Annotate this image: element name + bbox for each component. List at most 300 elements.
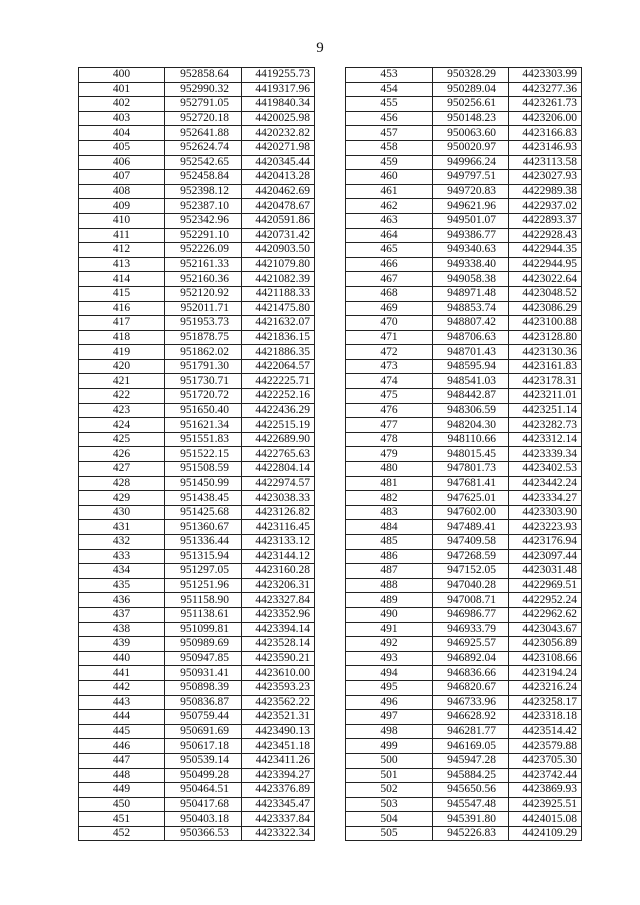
y-coordinate-cell: 4422064.57 <box>242 359 315 374</box>
point-number-cell: 468 <box>346 286 433 301</box>
point-number-cell: 492 <box>346 637 433 652</box>
table-row <box>79 199 315 214</box>
x-coordinate-cell: 952990.32 <box>165 82 242 97</box>
y-coordinate-cell: 4422689.90 <box>242 432 315 447</box>
y-coordinate-cell: 4422225.71 <box>242 374 315 389</box>
x-coordinate-cell: 951438.45 <box>165 491 242 506</box>
table-row <box>346 228 582 243</box>
y-coordinate-cell: 4423086.29 <box>509 301 582 316</box>
point-number-cell: 474 <box>346 374 433 389</box>
y-coordinate-cell: 4423166.83 <box>509 126 582 141</box>
y-coordinate-cell: 4423027.93 <box>509 170 582 185</box>
point-number-cell: 456 <box>346 111 433 126</box>
y-coordinate-cell: 4424109.29 <box>509 826 582 841</box>
point-number-cell: 464 <box>346 228 433 243</box>
y-coordinate-cell: 4423108.66 <box>509 651 582 666</box>
table-row <box>346 97 582 112</box>
table-row <box>346 622 582 637</box>
y-coordinate-cell: 4420232.82 <box>242 126 315 141</box>
x-coordinate-cell: 948971.48 <box>433 286 509 301</box>
x-coordinate-cell: 950328.29 <box>433 68 509 83</box>
y-coordinate-cell: 4423303.90 <box>509 505 582 520</box>
point-number-cell: 446 <box>79 739 165 754</box>
x-coordinate-cell: 950289.04 <box>433 82 509 97</box>
y-coordinate-cell: 4423100.88 <box>509 316 582 331</box>
table-row <box>79 301 315 316</box>
y-coordinate-cell: 4420345.44 <box>242 155 315 170</box>
y-coordinate-cell: 4423116.45 <box>242 520 315 535</box>
table-row <box>346 301 582 316</box>
x-coordinate-cell: 945391.80 <box>433 812 509 827</box>
table-row <box>79 739 315 754</box>
x-coordinate-cell: 951650.40 <box>165 403 242 418</box>
table-row <box>79 535 315 550</box>
coordinates-table-left <box>78 67 315 841</box>
table-row <box>79 359 315 374</box>
y-coordinate-cell: 4423490.13 <box>242 724 315 739</box>
y-coordinate-cell: 4423223.93 <box>509 520 582 535</box>
y-coordinate-cell: 4423610.00 <box>242 666 315 681</box>
y-coordinate-cell: 4422969.51 <box>509 578 582 593</box>
x-coordinate-cell: 952542.65 <box>165 155 242 170</box>
x-coordinate-cell: 948706.63 <box>433 330 509 345</box>
table-row <box>79 316 315 331</box>
y-coordinate-cell: 4420462.69 <box>242 184 315 199</box>
x-coordinate-cell: 951862.02 <box>165 345 242 360</box>
y-coordinate-cell: 4423327.84 <box>242 593 315 608</box>
x-coordinate-cell: 948701.43 <box>433 345 509 360</box>
x-coordinate-cell: 946925.57 <box>433 637 509 652</box>
y-coordinate-cell: 4420025.98 <box>242 111 315 126</box>
table-row <box>346 462 582 477</box>
x-coordinate-cell: 950403.18 <box>165 812 242 827</box>
x-coordinate-cell: 950020.97 <box>433 140 509 155</box>
table-row <box>346 374 582 389</box>
table-row <box>79 520 315 535</box>
x-coordinate-cell: 948015.45 <box>433 447 509 462</box>
y-coordinate-cell: 4422515.19 <box>242 418 315 433</box>
table-row <box>346 651 582 666</box>
table-row <box>79 213 315 228</box>
table-row <box>346 111 582 126</box>
y-coordinate-cell: 4423146.93 <box>509 140 582 155</box>
x-coordinate-cell: 949386.77 <box>433 228 509 243</box>
x-coordinate-cell: 948442.87 <box>433 389 509 404</box>
y-coordinate-cell: 4423113.58 <box>509 155 582 170</box>
x-coordinate-cell: 950836.87 <box>165 695 242 710</box>
y-coordinate-cell: 4423043.67 <box>509 622 582 637</box>
x-coordinate-cell: 949621.96 <box>433 199 509 214</box>
y-coordinate-cell: 4423130.36 <box>509 345 582 360</box>
y-coordinate-cell: 4423251.14 <box>509 403 582 418</box>
table-row <box>346 330 582 345</box>
y-coordinate-cell: 4423579.88 <box>509 739 582 754</box>
point-number-cell: 401 <box>79 82 165 97</box>
x-coordinate-cell: 951621.34 <box>165 418 242 433</box>
point-number-cell: 416 <box>79 301 165 316</box>
table-row <box>79 111 315 126</box>
x-coordinate-cell: 949058.38 <box>433 272 509 287</box>
y-coordinate-cell: 4422765.63 <box>242 447 315 462</box>
y-coordinate-cell: 4423031.48 <box>509 564 582 579</box>
x-coordinate-cell: 951425.68 <box>165 505 242 520</box>
x-coordinate-cell: 949797.51 <box>433 170 509 185</box>
y-coordinate-cell: 4422928.43 <box>509 228 582 243</box>
x-coordinate-cell: 951508.59 <box>165 462 242 477</box>
point-number-cell: 483 <box>346 505 433 520</box>
x-coordinate-cell: 950759.44 <box>165 710 242 725</box>
y-coordinate-cell: 4424015.08 <box>509 812 582 827</box>
x-coordinate-cell: 951953.73 <box>165 316 242 331</box>
point-number-cell: 445 <box>79 724 165 739</box>
table-row <box>346 257 582 272</box>
table-row <box>346 505 582 520</box>
point-number-cell: 431 <box>79 520 165 535</box>
table-row <box>346 447 582 462</box>
table-row <box>346 82 582 97</box>
point-number-cell: 463 <box>346 213 433 228</box>
point-number-cell: 494 <box>346 666 433 681</box>
table-row <box>346 418 582 433</box>
point-number-cell: 419 <box>79 345 165 360</box>
y-coordinate-cell: 4423339.34 <box>509 447 582 462</box>
x-coordinate-cell: 952720.18 <box>165 111 242 126</box>
point-number-cell: 482 <box>346 491 433 506</box>
y-coordinate-cell: 4423038.33 <box>242 491 315 506</box>
y-coordinate-cell: 4423514.42 <box>509 724 582 739</box>
y-coordinate-cell: 4419255.73 <box>242 68 315 83</box>
y-coordinate-cell: 4423211.01 <box>509 389 582 404</box>
y-coordinate-cell: 4422974.57 <box>242 476 315 491</box>
y-coordinate-cell: 4423261.73 <box>509 97 582 112</box>
y-coordinate-cell: 4423402.53 <box>509 462 582 477</box>
y-coordinate-cell: 4422944.95 <box>509 257 582 272</box>
table-row <box>79 257 315 272</box>
table-row <box>346 826 582 841</box>
point-number-cell: 417 <box>79 316 165 331</box>
table-row <box>346 170 582 185</box>
y-coordinate-cell: 4423206.31 <box>242 578 315 593</box>
table-row <box>79 783 315 798</box>
x-coordinate-cell: 950063.60 <box>433 126 509 141</box>
point-number-cell: 469 <box>346 301 433 316</box>
point-number-cell: 412 <box>79 243 165 258</box>
y-coordinate-cell: 4419317.96 <box>242 82 315 97</box>
y-coordinate-cell: 4423394.14 <box>242 622 315 637</box>
y-coordinate-cell: 4421632.07 <box>242 316 315 331</box>
point-number-cell: 439 <box>79 637 165 652</box>
point-number-cell: 473 <box>346 359 433 374</box>
point-number-cell: 460 <box>346 170 433 185</box>
y-coordinate-cell: 4423206.00 <box>509 111 582 126</box>
x-coordinate-cell: 949338.40 <box>433 257 509 272</box>
table-row <box>79 140 315 155</box>
x-coordinate-cell: 946628.92 <box>433 710 509 725</box>
point-number-cell: 440 <box>79 651 165 666</box>
point-number-cell: 477 <box>346 418 433 433</box>
x-coordinate-cell: 947040.28 <box>433 578 509 593</box>
point-number-cell: 476 <box>346 403 433 418</box>
x-coordinate-cell: 949501.07 <box>433 213 509 228</box>
x-coordinate-cell: 946892.04 <box>433 651 509 666</box>
table-row <box>346 243 582 258</box>
table-row <box>346 812 582 827</box>
point-number-cell: 418 <box>79 330 165 345</box>
table-row <box>346 155 582 170</box>
point-number-cell: 505 <box>346 826 433 841</box>
table-row <box>346 140 582 155</box>
x-coordinate-cell: 952387.10 <box>165 199 242 214</box>
point-number-cell: 470 <box>346 316 433 331</box>
point-number-cell: 444 <box>79 710 165 725</box>
table-row <box>346 213 582 228</box>
x-coordinate-cell: 952624.74 <box>165 140 242 155</box>
y-coordinate-cell: 4423562.22 <box>242 695 315 710</box>
table-row <box>79 403 315 418</box>
table-row <box>79 812 315 827</box>
x-coordinate-cell: 950417.68 <box>165 797 242 812</box>
point-number-cell: 408 <box>79 184 165 199</box>
y-coordinate-cell: 4422944.35 <box>509 243 582 258</box>
point-number-cell: 436 <box>79 593 165 608</box>
table-row <box>79 680 315 695</box>
x-coordinate-cell: 946733.96 <box>433 695 509 710</box>
point-number-cell: 489 <box>346 593 433 608</box>
point-number-cell: 503 <box>346 797 433 812</box>
point-number-cell: 471 <box>346 330 433 345</box>
y-coordinate-cell: 4423521.31 <box>242 710 315 725</box>
y-coordinate-cell: 4422989.38 <box>509 184 582 199</box>
table-row <box>79 243 315 258</box>
coordinates-table-right <box>345 67 582 841</box>
table-row <box>79 578 315 593</box>
table-row <box>346 520 582 535</box>
y-coordinate-cell: 4419840.34 <box>242 97 315 112</box>
table-row <box>346 549 582 564</box>
y-coordinate-cell: 4423742.44 <box>509 768 582 783</box>
point-number-cell: 459 <box>346 155 433 170</box>
y-coordinate-cell: 4423144.12 <box>242 549 315 564</box>
x-coordinate-cell: 951315.94 <box>165 549 242 564</box>
y-coordinate-cell: 4423411.26 <box>242 753 315 768</box>
table-row <box>346 403 582 418</box>
y-coordinate-cell: 4420413.28 <box>242 170 315 185</box>
table-row <box>79 593 315 608</box>
point-number-cell: 484 <box>346 520 433 535</box>
y-coordinate-cell: 4423303.99 <box>509 68 582 83</box>
x-coordinate-cell: 945947.28 <box>433 753 509 768</box>
table-row <box>346 345 582 360</box>
y-coordinate-cell: 4422436.29 <box>242 403 315 418</box>
table-row <box>79 768 315 783</box>
table-row <box>79 286 315 301</box>
y-coordinate-cell: 4423376.89 <box>242 783 315 798</box>
point-number-cell: 478 <box>346 432 433 447</box>
y-coordinate-cell: 4423128.80 <box>509 330 582 345</box>
x-coordinate-cell: 952641.88 <box>165 126 242 141</box>
table-row <box>79 170 315 185</box>
y-coordinate-cell: 4421475.80 <box>242 301 315 316</box>
table-row <box>79 330 315 345</box>
point-number-cell: 497 <box>346 710 433 725</box>
y-coordinate-cell: 4423312.14 <box>509 432 582 447</box>
y-coordinate-cell: 4423322.34 <box>242 826 315 841</box>
y-coordinate-cell: 4422952.24 <box>509 593 582 608</box>
point-number-cell: 425 <box>79 432 165 447</box>
x-coordinate-cell: 949966.24 <box>433 155 509 170</box>
x-coordinate-cell: 951791.30 <box>165 359 242 374</box>
x-coordinate-cell: 945650.56 <box>433 783 509 798</box>
x-coordinate-cell: 950617.18 <box>165 739 242 754</box>
x-coordinate-cell: 951551.83 <box>165 432 242 447</box>
y-coordinate-cell: 4421886.35 <box>242 345 315 360</box>
x-coordinate-cell: 946933.79 <box>433 622 509 637</box>
x-coordinate-cell: 952226.09 <box>165 243 242 258</box>
y-coordinate-cell: 4423318.18 <box>509 710 582 725</box>
table-row <box>79 549 315 564</box>
x-coordinate-cell: 948595.94 <box>433 359 509 374</box>
table-row <box>79 651 315 666</box>
y-coordinate-cell: 4423442.24 <box>509 476 582 491</box>
x-coordinate-cell: 945547.48 <box>433 797 509 812</box>
table-row <box>79 418 315 433</box>
point-number-cell: 462 <box>346 199 433 214</box>
point-number-cell: 479 <box>346 447 433 462</box>
point-number-cell: 423 <box>79 403 165 418</box>
y-coordinate-cell: 4423282.73 <box>509 418 582 433</box>
table-row <box>346 491 582 506</box>
point-number-cell: 451 <box>79 812 165 827</box>
point-number-cell: 475 <box>346 389 433 404</box>
y-coordinate-cell: 4423352.96 <box>242 607 315 622</box>
point-number-cell: 496 <box>346 695 433 710</box>
point-number-cell: 422 <box>79 389 165 404</box>
x-coordinate-cell: 947681.41 <box>433 476 509 491</box>
point-number-cell: 453 <box>346 68 433 83</box>
x-coordinate-cell: 947489.41 <box>433 520 509 535</box>
y-coordinate-cell: 4423334.27 <box>509 491 582 506</box>
x-coordinate-cell: 946836.66 <box>433 666 509 681</box>
point-number-cell: 404 <box>79 126 165 141</box>
x-coordinate-cell: 951522.15 <box>165 447 242 462</box>
y-coordinate-cell: 4423869.93 <box>509 783 582 798</box>
y-coordinate-cell: 4420731.42 <box>242 228 315 243</box>
x-coordinate-cell: 947152.05 <box>433 564 509 579</box>
table-row <box>79 345 315 360</box>
y-coordinate-cell: 4422962.62 <box>509 607 582 622</box>
point-number-cell: 415 <box>79 286 165 301</box>
table-row <box>79 447 315 462</box>
table-row <box>346 389 582 404</box>
x-coordinate-cell: 947801.73 <box>433 462 509 477</box>
y-coordinate-cell: 4423022.64 <box>509 272 582 287</box>
x-coordinate-cell: 952120.92 <box>165 286 242 301</box>
point-number-cell: 480 <box>346 462 433 477</box>
y-coordinate-cell: 4423178.31 <box>509 374 582 389</box>
x-coordinate-cell: 948853.74 <box>433 301 509 316</box>
point-number-cell: 435 <box>79 578 165 593</box>
x-coordinate-cell: 950499.28 <box>165 768 242 783</box>
x-coordinate-cell: 952458.84 <box>165 170 242 185</box>
table-row <box>346 432 582 447</box>
point-number-cell: 410 <box>79 213 165 228</box>
point-number-cell: 499 <box>346 739 433 754</box>
x-coordinate-cell: 952011.71 <box>165 301 242 316</box>
table-row <box>346 126 582 141</box>
x-coordinate-cell: 951336.44 <box>165 535 242 550</box>
point-number-cell: 455 <box>346 97 433 112</box>
table-row <box>346 710 582 725</box>
y-coordinate-cell: 4421082.39 <box>242 272 315 287</box>
table-row <box>79 68 315 83</box>
point-number-cell: 413 <box>79 257 165 272</box>
point-number-cell: 467 <box>346 272 433 287</box>
table-row <box>346 564 582 579</box>
point-number-cell: 452 <box>79 826 165 841</box>
point-number-cell: 427 <box>79 462 165 477</box>
x-coordinate-cell: 950691.69 <box>165 724 242 739</box>
point-number-cell: 472 <box>346 345 433 360</box>
point-number-cell: 433 <box>79 549 165 564</box>
point-number-cell: 443 <box>79 695 165 710</box>
point-number-cell: 421 <box>79 374 165 389</box>
x-coordinate-cell: 947409.58 <box>433 535 509 550</box>
table-row <box>79 82 315 97</box>
point-number-cell: 438 <box>79 622 165 637</box>
table-row <box>79 666 315 681</box>
y-coordinate-cell: 4423528.14 <box>242 637 315 652</box>
table-row <box>346 359 582 374</box>
x-coordinate-cell: 947268.59 <box>433 549 509 564</box>
table-row <box>79 155 315 170</box>
table-row <box>79 622 315 637</box>
table-row <box>346 666 582 681</box>
point-number-cell: 409 <box>79 199 165 214</box>
table-row <box>79 826 315 841</box>
x-coordinate-cell: 946820.67 <box>433 680 509 695</box>
table-row <box>79 374 315 389</box>
x-coordinate-cell: 950256.61 <box>433 97 509 112</box>
x-coordinate-cell: 949720.83 <box>433 184 509 199</box>
x-coordinate-cell: 948306.59 <box>433 403 509 418</box>
point-number-cell: 442 <box>79 680 165 695</box>
x-coordinate-cell: 950947.85 <box>165 651 242 666</box>
table-row <box>346 797 582 812</box>
point-number-cell: 457 <box>346 126 433 141</box>
x-coordinate-cell: 951720.72 <box>165 389 242 404</box>
table-row <box>79 476 315 491</box>
table-row <box>346 199 582 214</box>
point-number-cell: 434 <box>79 564 165 579</box>
table-row <box>346 272 582 287</box>
x-coordinate-cell: 946986.77 <box>433 607 509 622</box>
point-number-cell: 465 <box>346 243 433 258</box>
y-coordinate-cell: 4423097.44 <box>509 549 582 564</box>
y-coordinate-cell: 4423048.52 <box>509 286 582 301</box>
table-row <box>346 637 582 652</box>
y-coordinate-cell: 4423345.47 <box>242 797 315 812</box>
x-coordinate-cell: 946281.77 <box>433 724 509 739</box>
point-number-cell: 504 <box>346 812 433 827</box>
table-row <box>79 607 315 622</box>
point-number-cell: 429 <box>79 491 165 506</box>
x-coordinate-cell: 947602.00 <box>433 505 509 520</box>
x-coordinate-cell: 950148.23 <box>433 111 509 126</box>
x-coordinate-cell: 951878.75 <box>165 330 242 345</box>
point-number-cell: 447 <box>79 753 165 768</box>
x-coordinate-cell: 952291.10 <box>165 228 242 243</box>
table-row <box>346 695 582 710</box>
